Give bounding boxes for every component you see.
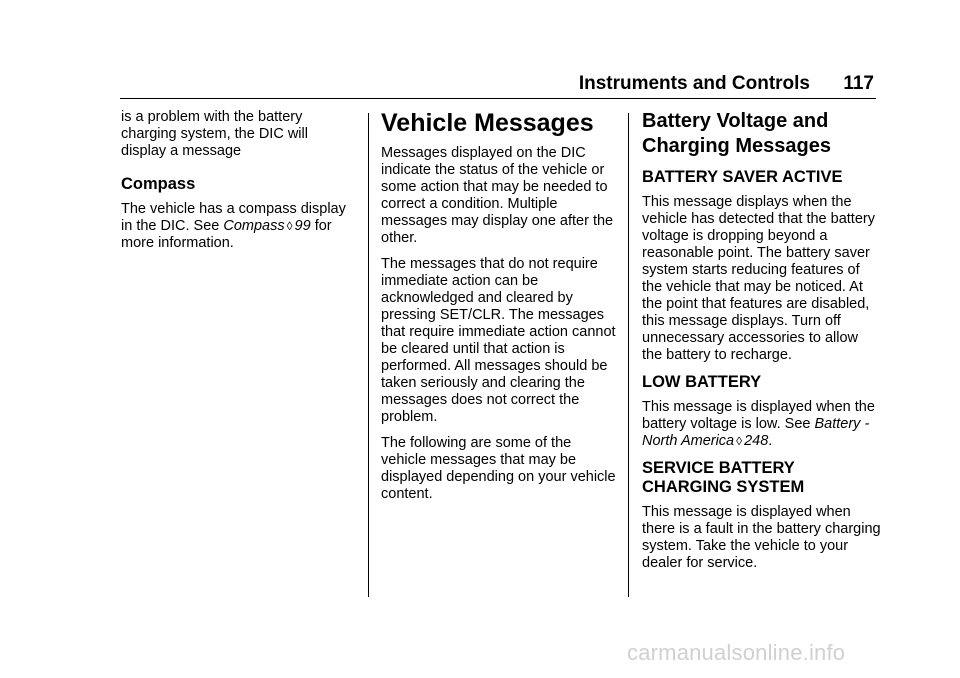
watermark: carmanualsonline.info xyxy=(627,640,846,665)
low-battery-paragraph: This message is displayed when the battery voltage is low. See Battery - North America ◊ 248. xyxy=(642,399,875,449)
vehicle-messages-p1: Messages displayed on the DIC indicate the status of the vehicle or some action that may be needed to correct a condition. Multiple messages may display one after the other. xyxy=(381,145,614,246)
header-divider xyxy=(120,98,876,100)
column-1 xyxy=(121,109,356,261)
service-battery-heading: SERVICE BATTERY CHARGING SYSTEM xyxy=(642,459,805,496)
compass-xref-link[interactable]: Compass xyxy=(223,218,285,234)
column-divider-2 xyxy=(628,113,629,597)
vehicle-messages-p2: The messages that do not require immediate action can be acknowledged and cleared by pressing SET/CLR. The messages that require immediate action cannot be cleared until that action is performed. All messages should be taken seriously and clearing the messages does not correct the problem. xyxy=(381,256,616,425)
vehicle-messages-heading: Vehicle Messages xyxy=(381,109,594,137)
vehicle-messages-p3: The following are some of the vehicle messages that may be displayed depending on your vehicle content. xyxy=(381,435,616,502)
column-3 xyxy=(642,109,882,581)
low-battery-heading: LOW BATTERY xyxy=(642,373,762,391)
column-2 xyxy=(381,109,616,512)
battery-saver-heading: BATTERY SAVER ACTIVE xyxy=(642,168,843,186)
xref-arrow-icon: ◊ xyxy=(736,434,743,448)
compass-xref-page[interactable]: 99 xyxy=(294,218,311,234)
section-title: Instruments and Controls xyxy=(578,73,810,94)
battery-messages-heading: Battery Voltage and Charging Messages xyxy=(642,110,831,157)
service-battery-paragraph: This message is displayed when there is a fault in the battery charging system. Take the vehicle to your dealer for service. xyxy=(642,504,881,571)
battery-xref-page[interactable]: 248 xyxy=(744,433,769,449)
continued-paragraph: is a problem with the battery charging system, the DIC will display a message xyxy=(121,109,308,159)
compass-heading: Compass xyxy=(121,175,196,193)
battery-saver-paragraph: This message displays when the vehicle has detected that the battery voltage is dropping beyond a reasonable point. The battery saver system starts reducing features of the vehicle that may be noticed. At the point that features are disabled, this message displays. Turn off unnecessary accessories to allow the battery to recharge. xyxy=(642,194,875,363)
page-header xyxy=(120,72,876,99)
column-divider-1 xyxy=(368,113,369,597)
xref-arrow-icon: ◊ xyxy=(286,219,293,233)
compass-paragraph: The vehicle has a compass display in the DIC. See Compass ◊ 99 for more information. xyxy=(121,201,346,251)
battery-xref-link[interactable]: Battery - North America xyxy=(642,416,870,449)
page-number: 117 xyxy=(843,73,874,94)
